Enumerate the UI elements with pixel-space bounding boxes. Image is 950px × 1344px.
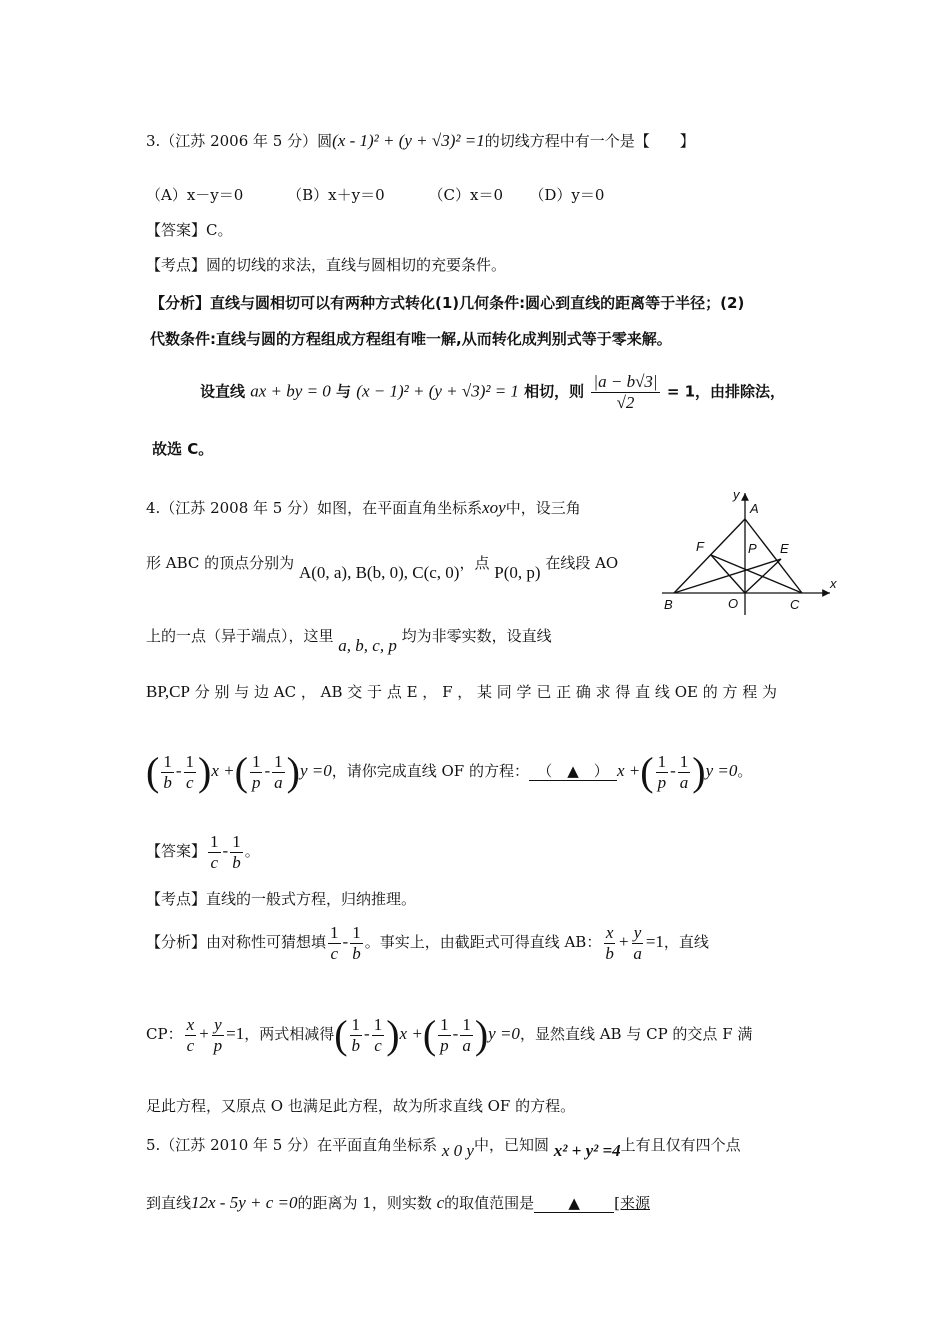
label-p: P (748, 541, 757, 556)
q4-stem-1 (146, 498, 581, 518)
q3-option-c: （C）x＝0 (428, 186, 503, 204)
q4-stem-2c-text: 在线段 AO (545, 554, 619, 572)
q5-answer-blank: ▲ (534, 1194, 614, 1213)
frac-1-c-guess: $\frac{1}{c}$ (330, 923, 339, 963)
q4-analysis-2a: CP： (146, 1025, 183, 1044)
q3-kaodian (146, 256, 506, 274)
q4-kaodian-text: 直线的一般式方程，归纳推理。 (206, 890, 417, 908)
q4-xoy: xoy (482, 498, 506, 517)
triangle-lines (674, 519, 802, 593)
q5-stem-2c: 的取值范围是 (444, 1194, 535, 1212)
q3-analysis-3g: = 1，由排除法， (666, 382, 786, 401)
q4-analysis-1a: 由对称性可猜想填 (206, 933, 327, 952)
q3-analysis-text-4: 故选 C。 (152, 440, 214, 458)
q3-answer-value: C。 (206, 221, 233, 239)
frac-1-b-3: $\frac{1}{b}$ (351, 1015, 361, 1055)
label-b: B (664, 597, 673, 612)
frac-1-b-answer: $\frac{1}{b}$ (232, 832, 241, 872)
kaodian-tag: 【考点】 (146, 256, 207, 274)
q4-end: 。 (737, 762, 753, 781)
q4-analysis-1c: ，直线 (663, 933, 709, 952)
q3-analysis-text-1: 直线与圆相切可以有两种方式转化(1)几何条件:圆心到直线的距离等于半径；(2) (210, 294, 745, 312)
q4-kaodian (146, 890, 416, 908)
q5-stem-2a: 到直线 (146, 1194, 192, 1212)
q4-vars: a, b, c, p (338, 636, 397, 655)
q5-line-equation: 12x - 5y + c =0 (191, 1193, 298, 1212)
q5-stem-1 (146, 1135, 741, 1160)
q3-option-b: （B）x＋y＝0 (287, 186, 385, 204)
q5-stem-1c: 上有且仅有四个点 (620, 1136, 741, 1154)
q3-kaodian-text: 圆的切线的求法，直线与圆相切的充要条件。 (206, 256, 507, 274)
label-x: x (830, 576, 837, 591)
q4-stem-5: ( $\frac{1}{b}$ - $\frac{1}{c}$ )x +( $\frac{1}{p}$ - $\frac{1}{a}$ )y =0，请你完成直线 OF 的方程： （ ▲ ） x +( $\frac{1}{p}$ - $\frac{1}{a}$ )y =0。 (146, 749, 753, 795)
q4-answer-end: 。 (244, 842, 260, 861)
q5-stem-1b: 中，已知圆 (473, 1136, 549, 1154)
triangle-diagram (660, 487, 840, 617)
q3-line-equation: ax + by = 0 (250, 381, 331, 401)
label-a: A (750, 501, 759, 516)
q4-bp-cp: BP,CP (146, 682, 190, 701)
label-f: F (696, 539, 704, 554)
label-o: O (728, 596, 739, 611)
q4-vertices: A(0, a), B(b, 0), C(c, 0) (298, 563, 460, 582)
q3-analysis-3 (200, 372, 785, 412)
q4-analysis-3-text: 足此方程，又原点 O 也满足此方程，故为所求直线 OF 的方程。 (146, 1097, 576, 1115)
frac-1-c: $\frac{1}{c}$ (185, 752, 194, 792)
q3-analysis-2 (150, 330, 672, 348)
q5-c: c (436, 1193, 445, 1212)
frac-1-a-2: $\frac{1}{a}$ (679, 752, 689, 792)
q4-answer-blank: （ ▲ ） (529, 762, 617, 781)
q4-stem-5-text: ，请你完成直线 OF 的方程： (331, 762, 529, 781)
q3-option-a: （A）x－y＝0 (146, 186, 244, 204)
q3-option-d: （D）y＝0 (529, 186, 605, 204)
q3-options (146, 186, 604, 204)
frac-1-c-3: $\frac{1}{c}$ (373, 1015, 383, 1055)
q4-stem-1-text: 4.（江苏 2008 年 5 分）如图，在平面直角坐标系 (146, 499, 483, 517)
label-e: E (780, 541, 789, 556)
label-c: C (790, 597, 800, 612)
q5-circle-equation: x² + y² =4 (553, 1141, 621, 1160)
q5-source: [来源 (614, 1194, 651, 1212)
q4-analysis-2c: ，显然直线 AB 与 CP 的交点 F 满 (519, 1025, 753, 1044)
q5-xoy: x 0 y (441, 1141, 474, 1160)
q4-analysis-2b: ，两式相减得 (244, 1025, 335, 1044)
frac-y-p: $\frac{y}{p}$ (213, 1015, 223, 1055)
q3-analysis-text-2: 代数条件:直线与圆的方程组成方程组有唯一解,从而转化成判别式等于零来解。 (150, 330, 672, 348)
frac-1-b: $\frac{1}{b}$ (163, 752, 172, 792)
q4-stem-4b-text: 分 别 与 边 AC ， AB 交 于 点 E ， F ， 某 同 学 已 正 确 求 得 直 线 OE 的 方 程 为 (194, 683, 778, 701)
frac-1-b-guess: $\frac{1}{b}$ (352, 923, 361, 963)
q4-analysis-2: CP： $\frac{x}{c}$ + $\frac{y}{p}$ =1，两式相减得( $\frac{1}{b}$ - $\frac{1}{c}$ )x +( $\frac{1}{p}$ - $\frac{1}{a}$ )y =0，显然直线 AB 与 CP 的交点 F 满 (146, 1012, 753, 1058)
answer-tag: 【答案】 (146, 842, 207, 861)
q3-circle-equation-2: (x − 1)² + (y + √3)² = 1 (356, 381, 519, 401)
q4-point-p: P(0, p) (494, 563, 541, 582)
q4-stem-1b-text: 中，设三角 (505, 499, 581, 517)
q4-stem-3b-text: 均为非零实数，设直线 (401, 627, 552, 645)
q3-stem-text-b: 的切线方程中有一个是【 】 (484, 132, 695, 150)
q3-analysis-4 (152, 440, 213, 458)
q5-stem-1a: 5.（江苏 2010 年 5 分）在平面直角坐标系 (146, 1136, 438, 1154)
frac-1-p-3: $\frac{1}{p}$ (440, 1015, 449, 1055)
fenxi-tag: 【分析】 (150, 294, 211, 312)
frac-1-c-answer: $\frac{1}{c}$ (210, 832, 219, 872)
q3-distance-den: √2 (616, 392, 635, 412)
q3-answer (146, 221, 233, 239)
q4-stem-2a-text: 形 ABC 的顶点分别为 (146, 554, 295, 572)
frac-1-p-2: $\frac{1}{p}$ (657, 752, 667, 792)
fenxi-tag: 【分析】 (146, 933, 207, 952)
q3-stem-text: 3.（江苏 2006 年 5 分）圆 (146, 132, 333, 150)
frac-y-a: $\frac{y}{a}$ (633, 923, 642, 963)
q3-analysis-1 (150, 294, 744, 312)
q4-analysis-1: 【分析】由对称性可猜想填 $\frac{1}{c}$ - $\frac{1}{b}$ 。事实上，由截距式可得直线 AB： $\frac{x}{b}$ + $\frac{y}{a}$ =1，直线 (146, 923, 709, 963)
q4-analysis-3 (146, 1097, 575, 1115)
q4-stem-2b-text: ，点 (459, 554, 490, 572)
frac-x-b: $\frac{x}{b}$ (605, 923, 614, 963)
kaodian-tag: 【考点】 (146, 890, 207, 908)
q3-analysis-3a: 设直线 (200, 382, 246, 401)
frac-1-a: $\frac{1}{a}$ (274, 752, 283, 792)
q4-stem-3 (146, 626, 552, 655)
q4-stem-3a-text: 上的一点（异于端点），这里 (146, 627, 334, 645)
frac-x-c: $\frac{x}{c}$ (186, 1015, 195, 1055)
label-y: y (733, 487, 740, 502)
answer-tag: 【答案】 (146, 221, 207, 239)
frac-1-a-3: $\frac{1}{a}$ (462, 1015, 471, 1055)
q5-stem-2b: 的距离为 1，则实数 (297, 1194, 432, 1212)
q4-analysis-1b: 。事实上，由截距式可得直线 AB： (364, 933, 602, 952)
q3-stem (146, 131, 695, 151)
q4-stem-4 (146, 682, 777, 702)
q3-analysis-3e: 相切，则 (524, 382, 585, 401)
q3-distance-num: |a − b√3| (593, 372, 658, 391)
q3-circle-equation: (x - 1)² + (y + √3)² =1 (332, 131, 485, 150)
q4-stem-2 (146, 553, 619, 582)
q3-analysis-3c: 与 (336, 382, 352, 401)
q3-distance-fraction (591, 372, 659, 412)
frac-1-p: $\frac{1}{p}$ (251, 752, 261, 792)
q5-stem-2 (146, 1193, 650, 1213)
q4-answer: 【答案】 $\frac{1}{c}$ - $\frac{1}{b}$ 。 (146, 832, 260, 872)
